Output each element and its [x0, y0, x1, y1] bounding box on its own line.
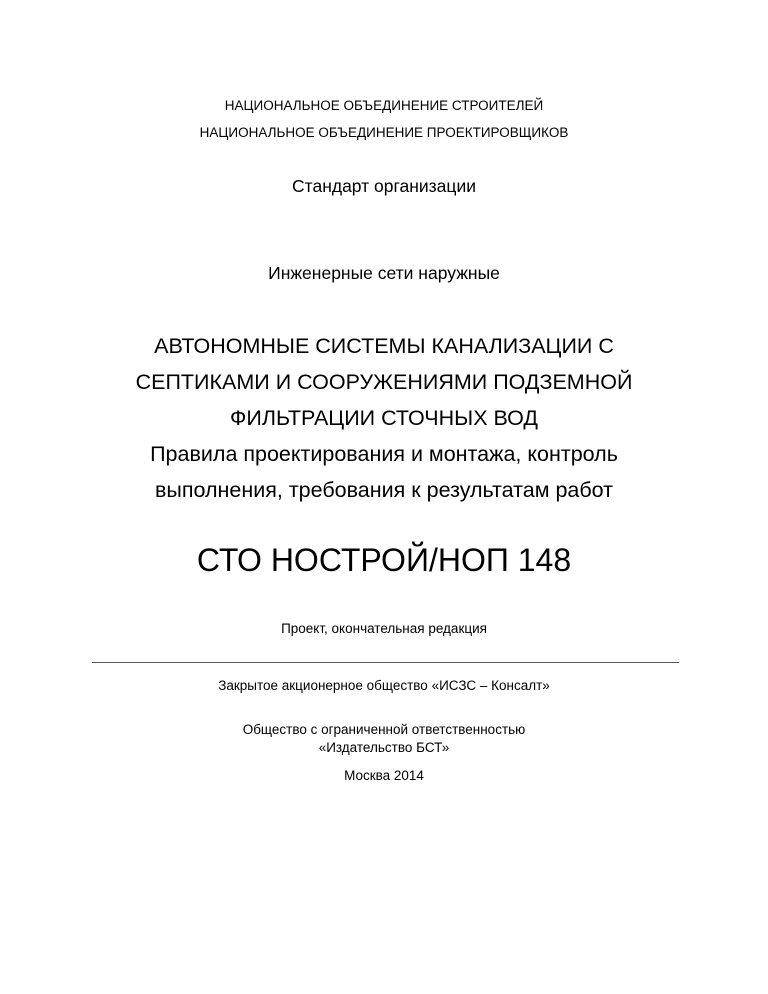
horizontal-divider	[92, 662, 679, 663]
imprint-city-year: Москва 2014	[344, 768, 424, 783]
standard-code: СТО НОСТРОЙ/НОП 148	[196, 542, 572, 578]
title-line-1: АВТОНОМНЫЕ СИСТЕМЫ КАНАЛИЗАЦИИ С	[154, 334, 614, 358]
document-type: Стандарт организации	[292, 176, 476, 196]
publisher-company-1: Закрытое акционерное общество «ИСЗС – Консалт»	[218, 678, 550, 693]
org-line-builders: НАЦИОНАЛЬНОЕ ОБЪЕДИНЕНИЕ СТРОИТЕЛЕЙ	[224, 98, 544, 113]
title-line-3: ФИЛЬТРАЦИИ СТОЧНЫХ ВОД	[230, 406, 538, 430]
document-category: Инженерные сети наружные	[268, 263, 500, 283]
subtitle-line-2: выполнения, требования к результатам работ	[154, 478, 614, 502]
publisher-company-2-line-1: Общество с ограниченной ответственностью	[242, 722, 526, 737]
subtitle-line-1: Правила проектирования и монтажа, контроль	[150, 442, 618, 466]
org-line-designers: НАЦИОНАЛЬНОЕ ОБЪЕДИНЕНИЕ ПРОЕКТИРОВЩИКОВ	[199, 125, 569, 140]
document-status: Проект, окончательная редакция	[281, 621, 487, 636]
publisher-company-2-line-2: «Издательство БСТ»	[318, 740, 450, 755]
title-line-2: СЕПТИКАМИ И СООРУЖЕНИЯМИ ПОДЗЕМНОЙ	[135, 370, 633, 394]
